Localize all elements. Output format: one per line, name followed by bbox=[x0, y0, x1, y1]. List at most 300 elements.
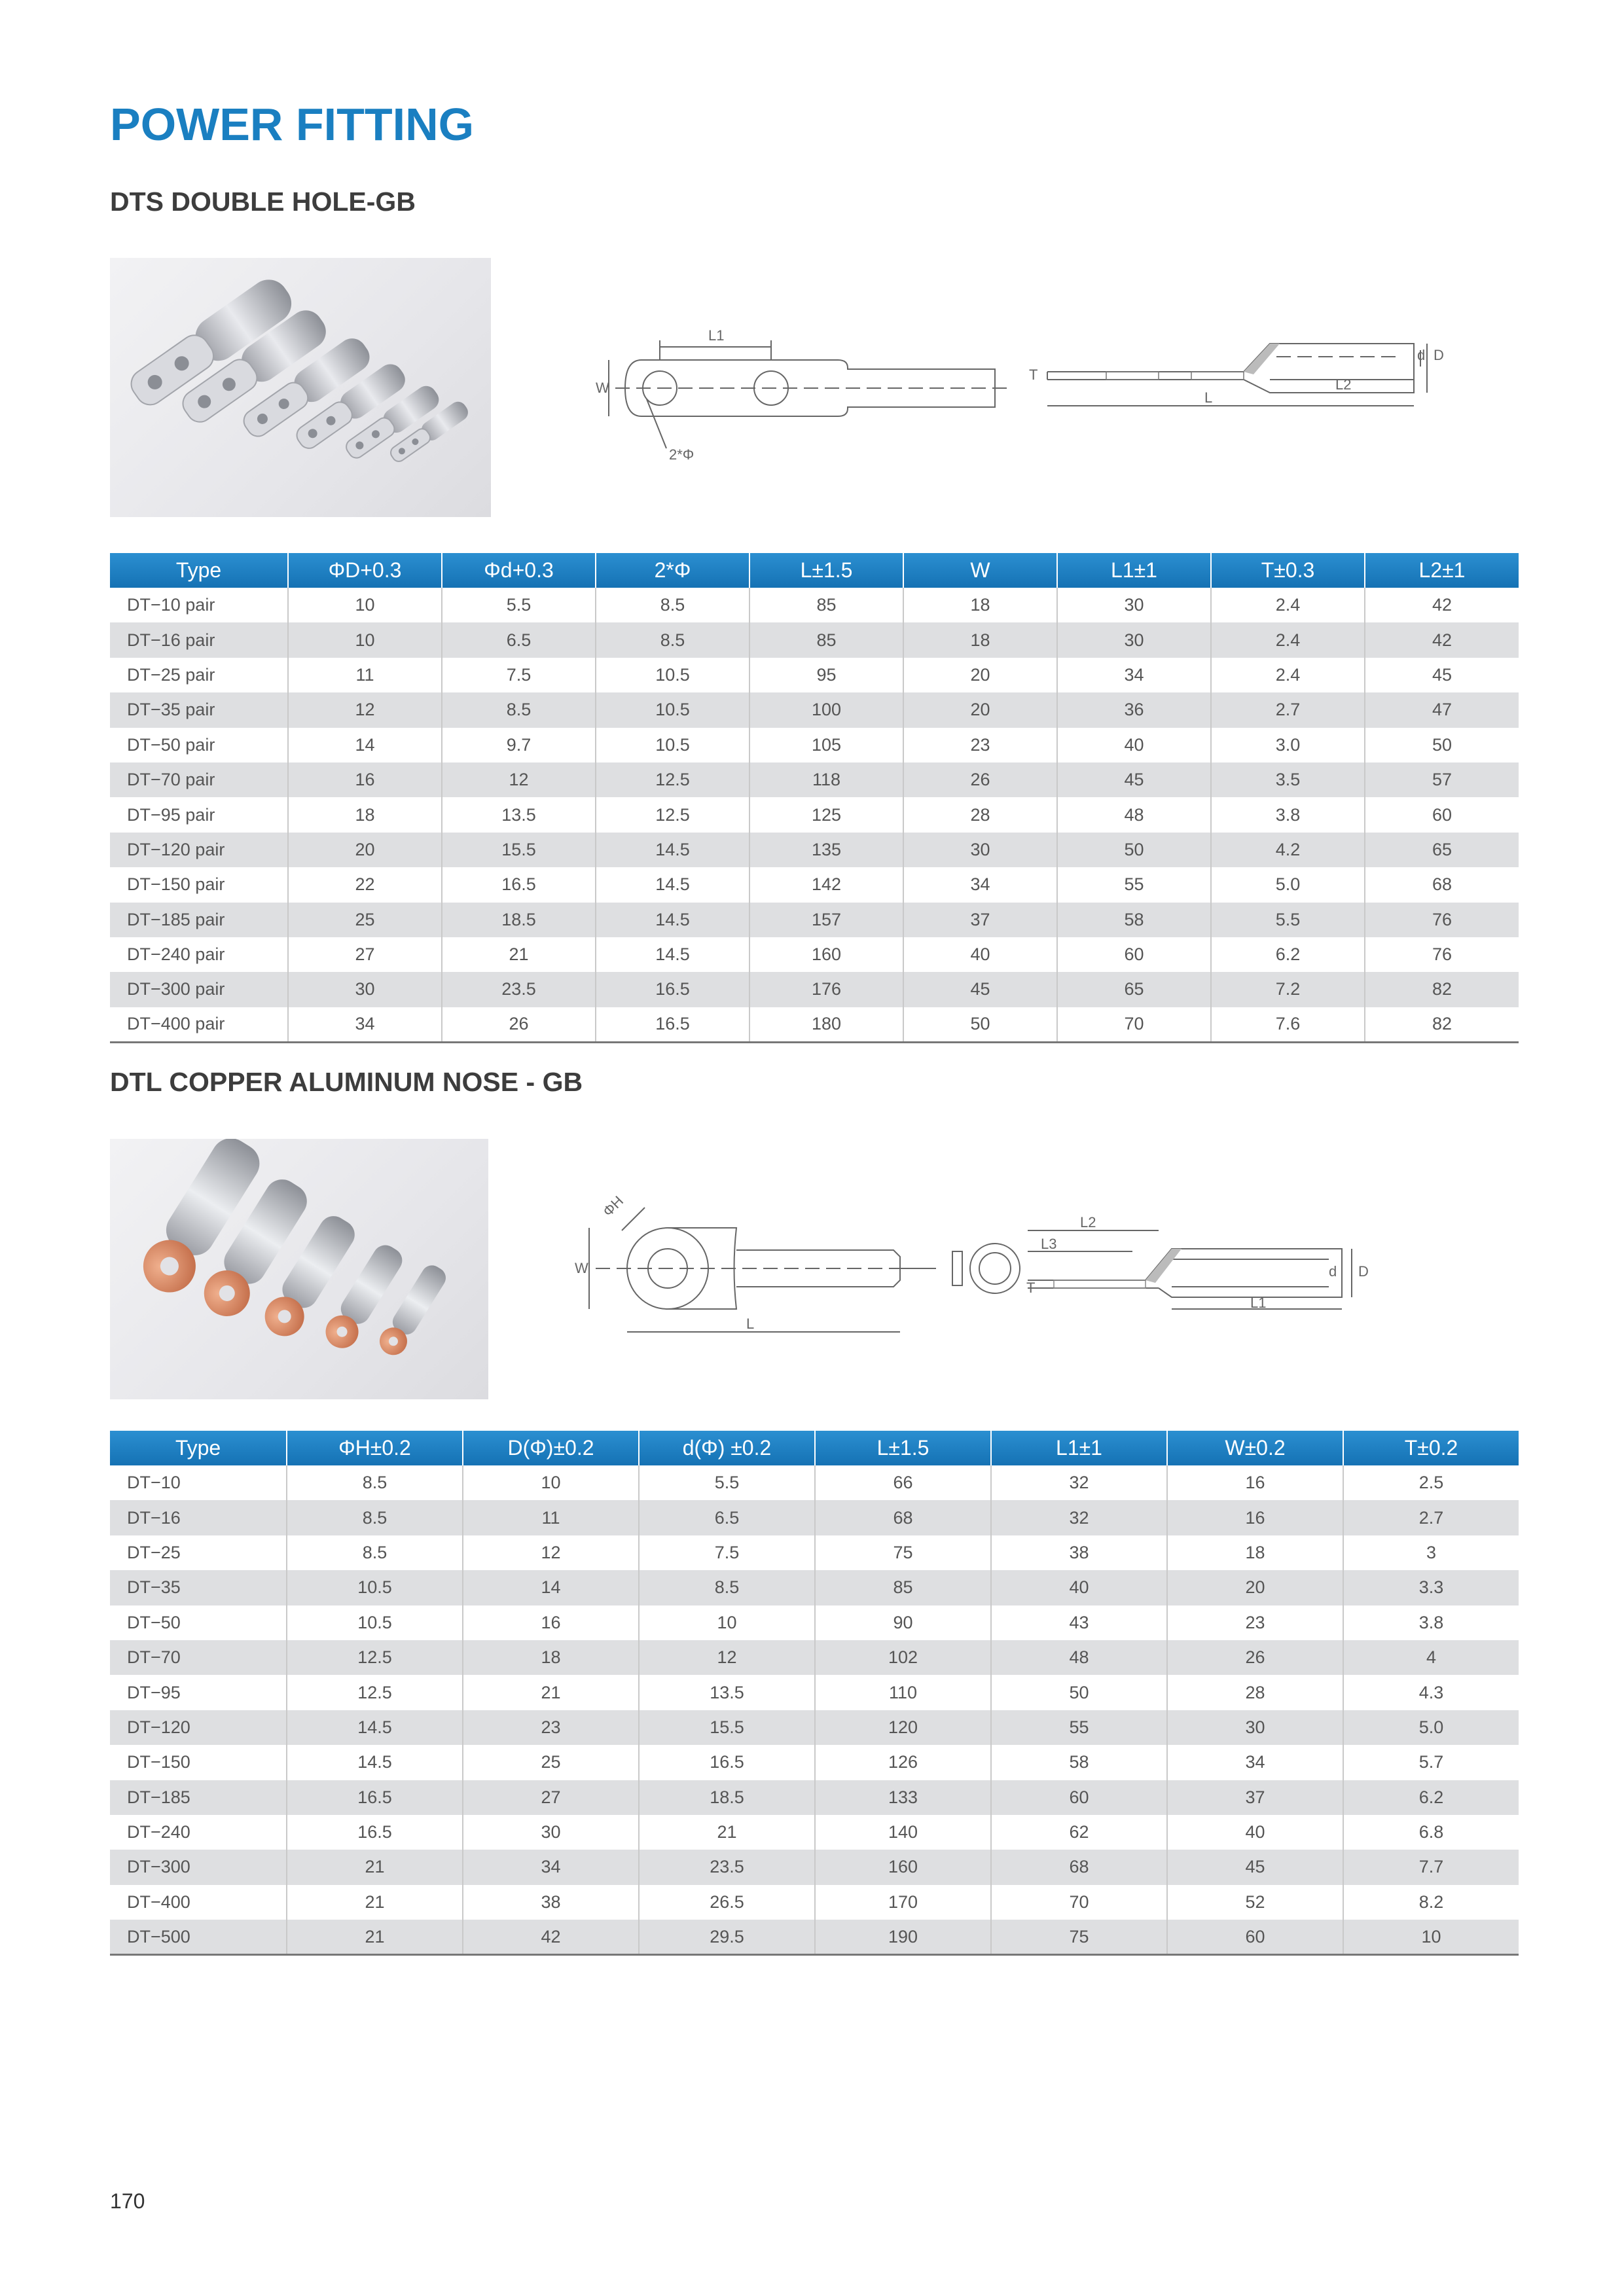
value-cell: 25 bbox=[463, 1745, 639, 1780]
dtl-header-cell: L±1.5 bbox=[815, 1431, 991, 1465]
table-row bbox=[110, 972, 1519, 1007]
value-cell: 23 bbox=[1167, 1605, 1343, 1640]
dts-label-t: T bbox=[1029, 367, 1038, 383]
type-cell: DT−150 bbox=[127, 1752, 190, 1772]
value-cell: 21 bbox=[287, 1920, 463, 1954]
table-row bbox=[110, 867, 1519, 902]
value-cell: 85 bbox=[749, 588, 903, 622]
value-cell: 30 bbox=[1057, 622, 1211, 657]
value-cell: 12.5 bbox=[596, 762, 749, 797]
value-cell: 10.5 bbox=[596, 728, 749, 762]
dtl-header-cell: W±0.2 bbox=[1167, 1431, 1343, 1465]
value-cell: 12 bbox=[463, 1535, 639, 1570]
type-cell: DT−70 bbox=[110, 1640, 287, 1675]
value-cell: 16 bbox=[463, 1605, 639, 1640]
value-cell: 70 bbox=[991, 1885, 1167, 1920]
value-cell: 42 bbox=[463, 1920, 639, 1954]
value-cell: 55 bbox=[991, 1710, 1167, 1745]
dtl-technical-drawing bbox=[569, 1191, 1434, 1342]
value-cell: 23.5 bbox=[442, 972, 596, 1007]
value-cell: 16 bbox=[1167, 1465, 1343, 1500]
table-row bbox=[110, 1885, 1519, 1920]
table-row bbox=[110, 622, 1519, 657]
dtl-table-body bbox=[110, 1465, 1519, 1954]
value-cell: 14.5 bbox=[596, 833, 749, 867]
value-cell: 7.2 bbox=[1211, 972, 1365, 1007]
value-cell: 48 bbox=[1057, 797, 1211, 832]
value-cell: 7.5 bbox=[639, 1535, 815, 1570]
value-cell: 82 bbox=[1365, 972, 1519, 1007]
value-cell: 16 bbox=[288, 762, 442, 797]
value-cell: 21 bbox=[442, 937, 596, 972]
value-cell: 45 bbox=[903, 972, 1057, 1007]
value-cell: 66 bbox=[815, 1465, 991, 1500]
value-cell: 10 bbox=[1343, 1920, 1519, 1954]
value-cell: 5.0 bbox=[1343, 1710, 1519, 1745]
value-cell: 135 bbox=[749, 833, 903, 867]
value-cell: 133 bbox=[815, 1780, 991, 1815]
value-cell: 5.0 bbox=[1211, 867, 1365, 902]
type-cell: DT−10 pair bbox=[127, 595, 215, 615]
value-cell: 7.6 bbox=[1211, 1007, 1365, 1042]
value-cell: 32 bbox=[991, 1465, 1167, 1500]
value-cell: 18 bbox=[288, 797, 442, 832]
value-cell: 140 bbox=[815, 1815, 991, 1850]
value-cell: 14 bbox=[288, 728, 442, 762]
dts-header-row bbox=[110, 553, 1519, 588]
table-row bbox=[110, 1570, 1519, 1605]
value-cell: 3 bbox=[1343, 1535, 1519, 1570]
value-cell: 10.5 bbox=[596, 692, 749, 727]
value-cell: 50 bbox=[991, 1675, 1167, 1710]
value-cell: 6.5 bbox=[442, 622, 596, 657]
value-cell: 10.5 bbox=[287, 1570, 463, 1605]
value-cell: 38 bbox=[463, 1885, 639, 1920]
value-cell: 38 bbox=[991, 1535, 1167, 1570]
dts-header-cell: T±0.3 bbox=[1211, 553, 1365, 588]
type-cell: DT−150 pair bbox=[127, 874, 225, 895]
value-cell: 125 bbox=[749, 797, 903, 832]
value-cell: 14.5 bbox=[596, 937, 749, 972]
value-cell: 126 bbox=[815, 1745, 991, 1780]
value-cell: 14.5 bbox=[596, 903, 749, 937]
value-cell: 110 bbox=[815, 1675, 991, 1710]
value-cell: 3.8 bbox=[1211, 797, 1365, 832]
value-cell: 18 bbox=[463, 1640, 639, 1675]
value-cell: 16.5 bbox=[639, 1745, 815, 1780]
dts-header-cell: Type bbox=[110, 553, 288, 588]
dtl-header-cell: D(Φ)±0.2 bbox=[463, 1431, 639, 1465]
value-cell: 16.5 bbox=[287, 1815, 463, 1850]
value-cell: 95 bbox=[749, 658, 903, 692]
value-cell: 42 bbox=[1365, 588, 1519, 622]
value-cell: 12.5 bbox=[596, 797, 749, 832]
value-cell: 20 bbox=[1167, 1570, 1343, 1605]
dts-label-l: L bbox=[1204, 389, 1213, 406]
value-cell: 20 bbox=[903, 658, 1057, 692]
type-cell: DT−400 pair bbox=[110, 1007, 288, 1042]
value-cell: 34 bbox=[1167, 1745, 1343, 1780]
type-cell: DT−35 pair bbox=[110, 692, 288, 727]
value-cell: 70 bbox=[1057, 1007, 1211, 1042]
value-cell: 3.5 bbox=[1211, 762, 1365, 797]
value-cell: 170 bbox=[815, 1885, 991, 1920]
value-cell: 40 bbox=[1167, 1815, 1343, 1850]
value-cell: 26 bbox=[903, 762, 1057, 797]
value-cell: 18.5 bbox=[442, 903, 596, 937]
value-cell: 3.3 bbox=[1343, 1570, 1519, 1605]
value-cell: 12 bbox=[442, 762, 596, 797]
value-cell: 65 bbox=[1057, 972, 1211, 1007]
value-cell: 30 bbox=[1167, 1710, 1343, 1745]
value-cell: 32 bbox=[991, 1500, 1167, 1535]
value-cell: 30 bbox=[903, 833, 1057, 867]
table-row bbox=[110, 1815, 1519, 1850]
value-cell: 12 bbox=[288, 692, 442, 727]
type-cell: DT−70 pair bbox=[110, 762, 288, 797]
table-row bbox=[110, 1920, 1519, 1954]
type-cell: DT−25 pair bbox=[127, 664, 215, 685]
value-cell: 176 bbox=[749, 972, 903, 1007]
table-row bbox=[110, 833, 1519, 867]
value-cell: 34 bbox=[1057, 658, 1211, 692]
value-cell: 14 bbox=[463, 1570, 639, 1605]
value-cell: 6.2 bbox=[1211, 937, 1365, 972]
value-cell: 8.5 bbox=[596, 622, 749, 657]
value-cell: 102 bbox=[815, 1640, 991, 1675]
value-cell: 5.5 bbox=[1211, 903, 1365, 937]
value-cell: 29.5 bbox=[639, 1920, 815, 1954]
value-cell: 157 bbox=[749, 903, 903, 937]
value-cell: 7.5 bbox=[442, 658, 596, 692]
table-row bbox=[110, 692, 1519, 727]
value-cell: 37 bbox=[1167, 1780, 1343, 1815]
value-cell: 40 bbox=[1057, 728, 1211, 762]
value-cell: 23 bbox=[903, 728, 1057, 762]
value-cell: 4 bbox=[1343, 1640, 1519, 1675]
value-cell: 190 bbox=[815, 1920, 991, 1954]
table-row bbox=[110, 1675, 1519, 1710]
value-cell: 10 bbox=[639, 1605, 815, 1640]
value-cell: 34 bbox=[463, 1850, 639, 1884]
value-cell: 6.5 bbox=[639, 1500, 815, 1535]
value-cell: 4.3 bbox=[1343, 1675, 1519, 1710]
value-cell: 18 bbox=[1167, 1535, 1343, 1570]
value-cell: 26 bbox=[442, 1007, 596, 1042]
value-cell: 11 bbox=[463, 1500, 639, 1535]
value-cell: 34 bbox=[903, 867, 1057, 902]
value-cell: 60 bbox=[1365, 797, 1519, 832]
value-cell: 60 bbox=[1057, 937, 1211, 972]
value-cell: 160 bbox=[749, 937, 903, 972]
value-cell: 68 bbox=[815, 1500, 991, 1535]
value-cell: 2.7 bbox=[1211, 692, 1365, 727]
dts-section-title: DTS DOUBLE HOLE-GB bbox=[110, 187, 416, 217]
dtl-label-l: L bbox=[746, 1316, 755, 1332]
value-cell: 105 bbox=[749, 728, 903, 762]
value-cell: 15.5 bbox=[639, 1710, 815, 1745]
table-row bbox=[110, 1465, 1519, 1500]
value-cell: 28 bbox=[903, 797, 1057, 832]
value-cell: 23 bbox=[463, 1710, 639, 1745]
value-cell: 55 bbox=[1057, 867, 1211, 902]
value-cell: 65 bbox=[1365, 833, 1519, 867]
value-cell: 68 bbox=[1365, 867, 1519, 902]
value-cell: 50 bbox=[903, 1007, 1057, 1042]
table-row bbox=[110, 1007, 1519, 1042]
table-row bbox=[110, 728, 1519, 762]
type-cell: DT−16 bbox=[110, 1500, 287, 1535]
dtl-spec-table bbox=[110, 1431, 1519, 1956]
value-cell: 7.7 bbox=[1343, 1850, 1519, 1884]
type-cell: DT−35 bbox=[110, 1570, 287, 1605]
value-cell: 2.4 bbox=[1211, 658, 1365, 692]
type-cell: DT−185 pair bbox=[110, 903, 288, 937]
dts-label-w: W bbox=[596, 380, 609, 396]
value-cell: 76 bbox=[1365, 937, 1519, 972]
value-cell: 40 bbox=[991, 1570, 1167, 1605]
value-cell: 2.4 bbox=[1211, 588, 1365, 622]
value-cell: 2.5 bbox=[1343, 1465, 1519, 1500]
value-cell: 160 bbox=[815, 1850, 991, 1884]
value-cell: 85 bbox=[749, 622, 903, 657]
table-row bbox=[110, 903, 1519, 937]
type-cell: DT−300 bbox=[110, 1850, 287, 1884]
value-cell: 40 bbox=[903, 937, 1057, 972]
value-cell: 68 bbox=[991, 1850, 1167, 1884]
value-cell: 16.5 bbox=[287, 1780, 463, 1815]
value-cell: 16.5 bbox=[442, 867, 596, 902]
value-cell: 13.5 bbox=[442, 797, 596, 832]
dts-header-cell: ΦD+0.3 bbox=[288, 553, 442, 588]
value-cell: 20 bbox=[288, 833, 442, 867]
value-cell: 8.5 bbox=[639, 1570, 815, 1605]
value-cell: 8.5 bbox=[287, 1535, 463, 1570]
value-cell: 34 bbox=[288, 1007, 442, 1042]
value-cell: 10.5 bbox=[596, 658, 749, 692]
value-cell: 3.0 bbox=[1211, 728, 1365, 762]
value-cell: 48 bbox=[991, 1640, 1167, 1675]
dts-table-body bbox=[110, 588, 1519, 1042]
value-cell: 6.2 bbox=[1343, 1780, 1519, 1815]
value-cell: 60 bbox=[1167, 1920, 1343, 1954]
dts-label-d-big: D bbox=[1434, 347, 1444, 363]
dtl-label-l2: L2 bbox=[1080, 1214, 1096, 1230]
value-cell: 30 bbox=[463, 1815, 639, 1850]
type-cell: DT−50 pair bbox=[127, 734, 215, 755]
value-cell: 5.7 bbox=[1343, 1745, 1519, 1780]
dtl-header-row bbox=[110, 1431, 1519, 1465]
value-cell: 11 bbox=[288, 658, 442, 692]
dtl-label-l1: L1 bbox=[1250, 1295, 1267, 1311]
dts-header-cell: Φd+0.3 bbox=[442, 553, 596, 588]
value-cell: 75 bbox=[815, 1535, 991, 1570]
table-row bbox=[110, 797, 1519, 832]
value-cell: 16 bbox=[1167, 1500, 1343, 1535]
dts-header-cell: L1±1 bbox=[1057, 553, 1211, 588]
table-row bbox=[110, 1640, 1519, 1675]
value-cell: 118 bbox=[749, 762, 903, 797]
table-row bbox=[110, 1780, 1519, 1815]
dtl-product-photo bbox=[110, 1139, 488, 1399]
dtl-label-w: W bbox=[575, 1260, 588, 1276]
value-cell: 16.5 bbox=[596, 1007, 749, 1042]
value-cell: 30 bbox=[288, 972, 442, 1007]
value-cell: 180 bbox=[749, 1007, 903, 1042]
dts-spec-table bbox=[110, 553, 1519, 1043]
dts-label-hole: 2*Φ bbox=[669, 446, 695, 463]
type-cell: DT−240 pair bbox=[127, 944, 225, 965]
dts-header-cell: L2±1 bbox=[1365, 553, 1519, 588]
value-cell: 6.8 bbox=[1343, 1815, 1519, 1850]
value-cell: 120 bbox=[815, 1710, 991, 1745]
value-cell: 30 bbox=[1057, 588, 1211, 622]
table-row bbox=[110, 1500, 1519, 1535]
type-cell: DT−500 bbox=[110, 1920, 287, 1954]
value-cell: 50 bbox=[1365, 728, 1519, 762]
dts-label-d-small: d bbox=[1417, 347, 1426, 363]
value-cell: 21 bbox=[287, 1850, 463, 1884]
dts-header-cell: W bbox=[903, 553, 1057, 588]
value-cell: 15.5 bbox=[442, 833, 596, 867]
value-cell: 52 bbox=[1167, 1885, 1343, 1920]
dts-technical-drawing bbox=[589, 314, 1479, 465]
value-cell: 14.5 bbox=[596, 867, 749, 902]
table-row bbox=[110, 762, 1519, 797]
value-cell: 10 bbox=[288, 588, 442, 622]
value-cell: 10.5 bbox=[287, 1605, 463, 1640]
value-cell: 27 bbox=[463, 1780, 639, 1815]
value-cell: 8.5 bbox=[287, 1500, 463, 1535]
type-cell: DT−50 bbox=[127, 1612, 181, 1632]
value-cell: 75 bbox=[991, 1920, 1167, 1954]
value-cell: 100 bbox=[749, 692, 903, 727]
value-cell: 45 bbox=[1167, 1850, 1343, 1884]
dts-label-l1: L1 bbox=[708, 327, 725, 344]
dts-product-photo bbox=[110, 258, 491, 517]
value-cell: 5.5 bbox=[639, 1465, 815, 1500]
table-row bbox=[110, 1850, 1519, 1884]
value-cell: 4.2 bbox=[1211, 833, 1365, 867]
dtl-header-cell: L1±1 bbox=[991, 1431, 1167, 1465]
dts-header-cell: L±1.5 bbox=[749, 553, 903, 588]
value-cell: 16.5 bbox=[596, 972, 749, 1007]
value-cell: 42 bbox=[1365, 622, 1519, 657]
value-cell: 26.5 bbox=[639, 1885, 815, 1920]
type-cell: DT−25 bbox=[127, 1542, 181, 1562]
value-cell: 36 bbox=[1057, 692, 1211, 727]
value-cell: 142 bbox=[749, 867, 903, 902]
table-row bbox=[110, 1745, 1519, 1780]
value-cell: 20 bbox=[903, 692, 1057, 727]
type-cell: DT−120 pair bbox=[110, 833, 288, 867]
value-cell: 13.5 bbox=[639, 1675, 815, 1710]
value-cell: 57 bbox=[1365, 762, 1519, 797]
dtl-header-cell: T±0.2 bbox=[1343, 1431, 1519, 1465]
value-cell: 9.7 bbox=[442, 728, 596, 762]
dtl-header-cell: ΦH±0.2 bbox=[287, 1431, 463, 1465]
type-cell: DT−16 pair bbox=[110, 622, 288, 657]
value-cell: 47 bbox=[1365, 692, 1519, 727]
value-cell: 21 bbox=[463, 1675, 639, 1710]
value-cell: 14.5 bbox=[287, 1745, 463, 1780]
type-cell: DT−240 bbox=[127, 1822, 190, 1842]
value-cell: 8.5 bbox=[442, 692, 596, 727]
dtl-label-d-big: D bbox=[1358, 1263, 1369, 1280]
dtl-header-cell: d(Φ) ±0.2 bbox=[639, 1431, 815, 1465]
value-cell: 60 bbox=[991, 1780, 1167, 1815]
value-cell: 10 bbox=[288, 622, 442, 657]
value-cell: 18.5 bbox=[639, 1780, 815, 1815]
type-cell: DT−300 pair bbox=[110, 972, 288, 1007]
value-cell: 27 bbox=[288, 937, 442, 972]
value-cell: 18 bbox=[903, 588, 1057, 622]
value-cell: 21 bbox=[287, 1885, 463, 1920]
dtl-label-l3: L3 bbox=[1041, 1236, 1057, 1252]
value-cell: 50 bbox=[1057, 833, 1211, 867]
table-row bbox=[110, 658, 1519, 692]
value-cell: 8.2 bbox=[1343, 1885, 1519, 1920]
value-cell: 5.5 bbox=[442, 588, 596, 622]
table-row bbox=[110, 937, 1519, 972]
value-cell: 58 bbox=[1057, 903, 1211, 937]
table-row bbox=[110, 588, 1519, 622]
type-cell: DT−185 bbox=[110, 1780, 287, 1815]
value-cell: 2.7 bbox=[1343, 1500, 1519, 1535]
value-cell: 82 bbox=[1365, 1007, 1519, 1042]
page-title: POWER FITTING bbox=[110, 99, 475, 150]
value-cell: 85 bbox=[815, 1570, 991, 1605]
page-number: 170 bbox=[110, 2189, 145, 2213]
value-cell: 76 bbox=[1365, 903, 1519, 937]
dtl-section-title: DTL COPPER ALUMINUM NOSE - GB bbox=[110, 1067, 583, 1097]
value-cell: 28 bbox=[1167, 1675, 1343, 1710]
value-cell: 23.5 bbox=[639, 1850, 815, 1884]
dtl-label-h: ΦH bbox=[599, 1193, 627, 1220]
dts-header-cell: 2*Φ bbox=[596, 553, 749, 588]
value-cell: 43 bbox=[991, 1605, 1167, 1640]
value-cell: 45 bbox=[1057, 762, 1211, 797]
dtl-label-t: T bbox=[1026, 1280, 1036, 1296]
value-cell: 12 bbox=[639, 1640, 815, 1675]
value-cell: 18 bbox=[903, 622, 1057, 657]
dts-label-l2: L2 bbox=[1335, 376, 1352, 393]
type-cell: DT−95 bbox=[127, 1682, 181, 1702]
value-cell: 37 bbox=[903, 903, 1057, 937]
value-cell: 62 bbox=[991, 1815, 1167, 1850]
type-cell: DT−400 bbox=[127, 1892, 190, 1912]
value-cell: 21 bbox=[639, 1815, 815, 1850]
table-row bbox=[110, 1710, 1519, 1745]
type-cell: DT−95 pair bbox=[127, 804, 215, 825]
value-cell: 90 bbox=[815, 1605, 991, 1640]
value-cell: 22 bbox=[288, 867, 442, 902]
value-cell: 14.5 bbox=[287, 1710, 463, 1745]
value-cell: 2.4 bbox=[1211, 622, 1365, 657]
type-cell: DT−120 bbox=[110, 1710, 287, 1745]
table-row bbox=[110, 1535, 1519, 1570]
dtl-label-d-small: d bbox=[1329, 1263, 1337, 1280]
value-cell: 25 bbox=[288, 903, 442, 937]
value-cell: 3.8 bbox=[1343, 1605, 1519, 1640]
type-cell: DT−10 bbox=[127, 1473, 181, 1493]
value-cell: 8.5 bbox=[287, 1465, 463, 1500]
value-cell: 10 bbox=[463, 1465, 639, 1500]
value-cell: 8.5 bbox=[596, 588, 749, 622]
value-cell: 12.5 bbox=[287, 1675, 463, 1710]
table-row bbox=[110, 1605, 1519, 1640]
dtl-header-cell: Type bbox=[110, 1431, 287, 1465]
